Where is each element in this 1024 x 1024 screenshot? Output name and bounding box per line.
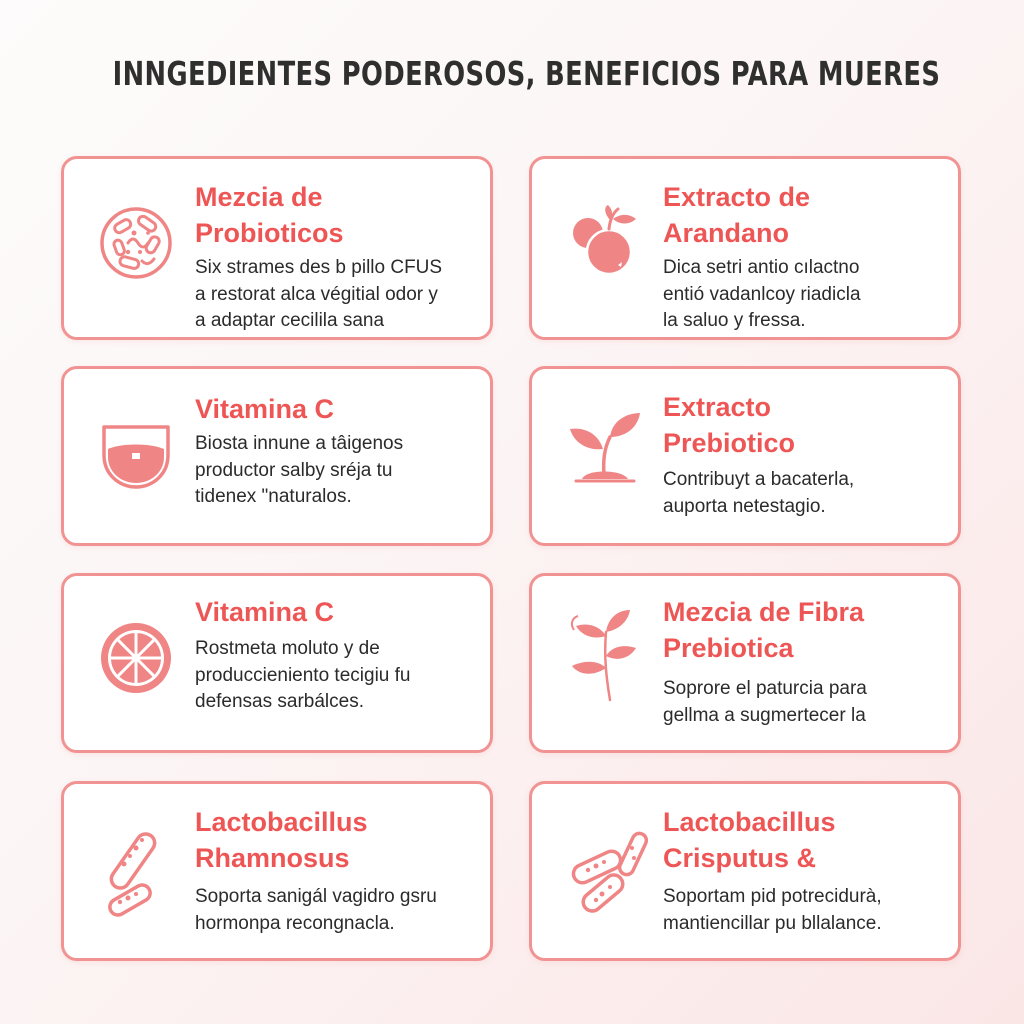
card-heading: Extracto Prebiotico (663, 392, 796, 458)
card-description: Contribuyt a bacaterla, auporta netestagio. (663, 469, 855, 517)
card-description: Soporta sanigál vagidro gsru hormonpa recongnacla. (195, 886, 437, 934)
ingredient-card-prebiotic-fiber (529, 573, 961, 753)
citrus-slice-icon (98, 620, 174, 696)
cranberry-icon (566, 205, 642, 281)
card-heading: Mezcia de Probioticos (195, 182, 344, 248)
ingredient-card-probiotic-mix (61, 156, 493, 340)
card-description: Dica setri antio cılactno entió vadanlcoy riadicla la saluo y fressa. (663, 257, 861, 331)
card-description: Biosta innune a tâigenos productor salby sréja tu tidenex "naturalos. (195, 433, 404, 507)
immune-shield-icon (98, 417, 174, 493)
ingredient-card-cranberry-extract (529, 156, 961, 340)
card-heading: Lactobacillus Crisputus & (663, 807, 836, 873)
ingredient-card-lactobacillus-crispatus (529, 781, 961, 961)
card-heading: Extracto de Arandano (663, 182, 811, 248)
lactobacillus-icon (98, 824, 174, 900)
card-heading: Vitamina C (195, 597, 335, 627)
card-heading: Mezcia de Fibra Prebiotica (663, 597, 865, 663)
card-heading: Lactobacillus Rhamnosus (195, 807, 368, 873)
card-description: Soprore el paturcia para gellma a sugmertecer la (663, 678, 867, 726)
card-description: Rostmeta moluto y de produccieniento tecigiu fu defensas sarbálces. (195, 638, 411, 712)
probiotic-bacteria-icon (98, 205, 174, 281)
page-title: INNGEDIENTES PODEROSOS, BENEFICIOS PARA MUERES (112, 54, 941, 93)
capsule-bacteria-icon (570, 824, 660, 900)
card-heading: Vitamina C (195, 394, 335, 424)
card-description: Six strames des b pillo CFUS a restorat alca végitial odor y a adaptar cecilila sana (195, 257, 443, 331)
plant-branch-icon (566, 606, 642, 682)
ingredient-card-vitamin-c-immune (61, 366, 493, 546)
ingredient-card-vitamin-c-citrus (61, 573, 493, 753)
ingredient-card-prebiotic-extract (529, 366, 961, 546)
card-description: Soportam pid potrecidurà, mantiencillar pu bllalance. (663, 886, 882, 934)
sprout-icon (566, 409, 642, 485)
ingredient-card-lactobacillus-rhamnosus (61, 781, 493, 961)
